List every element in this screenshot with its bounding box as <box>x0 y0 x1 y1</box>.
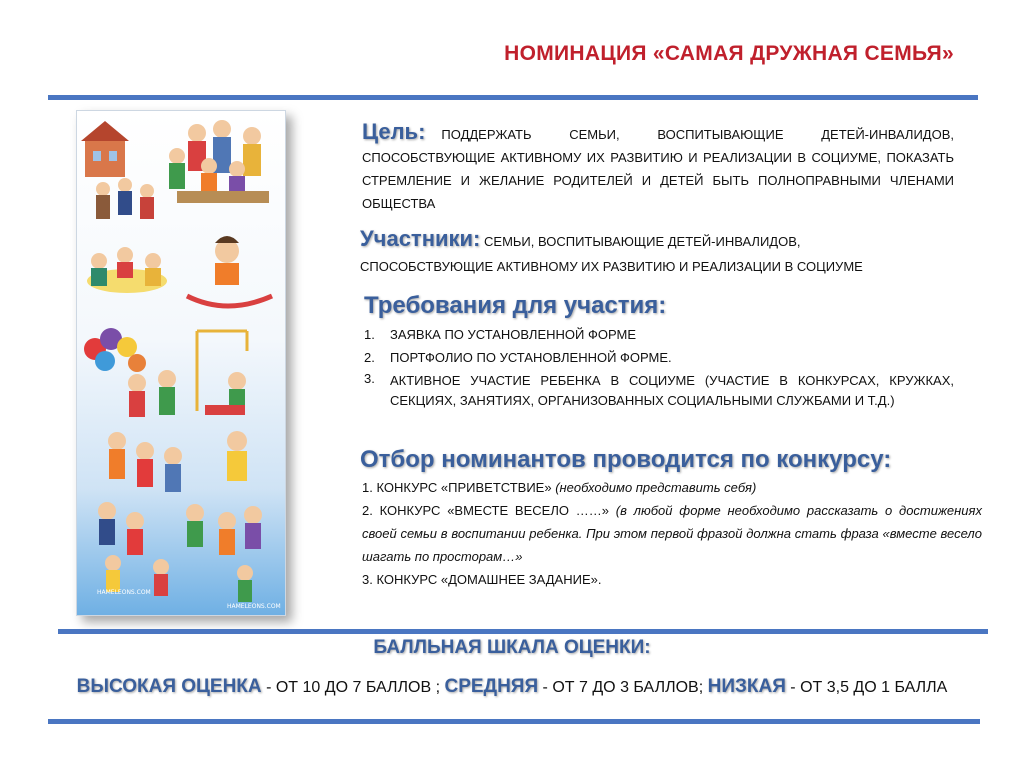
scale-low-label: НИЗКАЯ <box>707 676 786 697</box>
scale-low-text: - ОТ 3,5 ДО 1 БАЛЛА <box>785 679 948 696</box>
participants-line-2: СПОСОБСТВУЮЩИЕ АКТИВНОМУ ИХ РАЗВИТИЮ И РЕАЛИЗАЦИИ В СОЦИУМЕ <box>360 259 863 274</box>
middle-divider <box>58 629 988 634</box>
selection-contests <box>362 476 982 591</box>
contest-1-note: (необходимо представить себя) <box>555 480 757 495</box>
contest-1 <box>362 476 982 499</box>
scale-high-text: - ОТ 10 ДО 7 БАЛЛОВ ; <box>261 679 445 696</box>
goal-text: ПОДДЕРЖАТЬ СЕМЬИ, ВОСПИТЫВАЮЩИЕ ДЕТЕЙ-ИНВАЛИДОВ, СПОСОБСТВУЮЩИЕ АКТИВНОМУ ИХ РАЗВИТИЮ И РЕАЛИЗАЦИИ В СОЦИУМЕ, ПОКАЗАТЬ СТРЕМЛЕНИЕ И ЖЕЛАНИЕ РОДИТЕЛЕЙ И ДЕТЕЙ БЫТЬ ПОЛНОПРАВНЫМИ ЧЛЕНАМИ ОБЩЕСТВА <box>362 127 954 211</box>
requirement-text: ПОРТФОЛИО ПО УСТАНОВЛЕННОЙ ФОРМЕ. <box>390 350 672 365</box>
participants-section <box>360 226 960 279</box>
contest-1-title: 1. КОНКУРС «ПРИВЕТСТВИЕ» <box>362 480 552 495</box>
scale-mid-text: - ОТ 7 ДО 3 БАЛЛОВ; <box>538 679 708 696</box>
participants-line-1: СЕМЬИ, ВОСПИТЫВАЮЩИЕ ДЕТЕЙ-ИНВАЛИДОВ, <box>484 234 801 249</box>
contest-2-title: 2. КОНКУРС «ВМЕСТЕ ВЕСЕЛО ……» <box>362 503 609 518</box>
page-title: НОМИНАЦИЯ «САМАЯ ДРУЖНАЯ СЕМЬЯ» <box>504 42 954 65</box>
requirement-item <box>364 346 954 369</box>
requirements-heading: Требования для участия: <box>364 292 667 319</box>
requirement-number: 1. <box>364 327 375 342</box>
requirement-item <box>364 323 954 346</box>
requirement-item <box>364 369 954 411</box>
scale-heading-text: БАЛЛЬНАЯ ШКАЛА ОЦЕНКИ: <box>373 637 651 658</box>
selection-heading: Отбор номинантов проводится по конкурсу: <box>360 446 892 473</box>
requirement-number: 2. <box>364 350 375 365</box>
contest-2 <box>362 499 982 568</box>
scale-heading <box>0 637 1024 659</box>
contest-3 <box>362 568 982 591</box>
participants-heading: Участники: <box>360 226 481 251</box>
watermark-right: HAMELEONS.COM <box>227 603 281 610</box>
requirement-text: АКТИВНОЕ УЧАСТИЕ РЕБЕНКА В СОЦИУМЕ (УЧАСТИЕ В КОНКУРСАХ, КРУЖКАХ, СЕКЦИЯХ, ЗАНЯТИЯХ, ОРГАНИЗОВАННЫХ СОЦИАЛЬНЫМИ СЛУЖБАМИ И Т.Д.) <box>390 373 954 408</box>
scale-line <box>0 676 1024 698</box>
requirement-text: ЗАЯВКА ПО УСТАНОВЛЕННОЙ ФОРМЕ <box>390 327 636 342</box>
scale-high-label: ВЫСОКАЯ ОЦЕНКА <box>76 676 262 697</box>
requirement-number: 3. <box>364 371 375 386</box>
goal-heading: Цель: <box>362 119 426 144</box>
illustration-drawing <box>77 111 285 615</box>
watermark-left: HAMELEONS.COM <box>97 589 151 596</box>
bottom-divider <box>48 719 980 724</box>
contest-3-title: 3. КОНКУРС «ДОМАШНЕЕ ЗАДАНИЕ». <box>362 572 602 587</box>
contest-2-note: (в любой форме необходимо рассказать о достижениях своей семьи в воспитании ребенка. При этом первой фразой должна стать фраза «вместе весело шагать по просторам…» <box>362 503 982 564</box>
top-divider <box>48 95 978 100</box>
children-illustration <box>76 110 286 616</box>
requirements-list <box>364 323 954 411</box>
scale-mid-label: СРЕДНЯЯ <box>444 676 539 697</box>
goal-section <box>362 120 954 215</box>
